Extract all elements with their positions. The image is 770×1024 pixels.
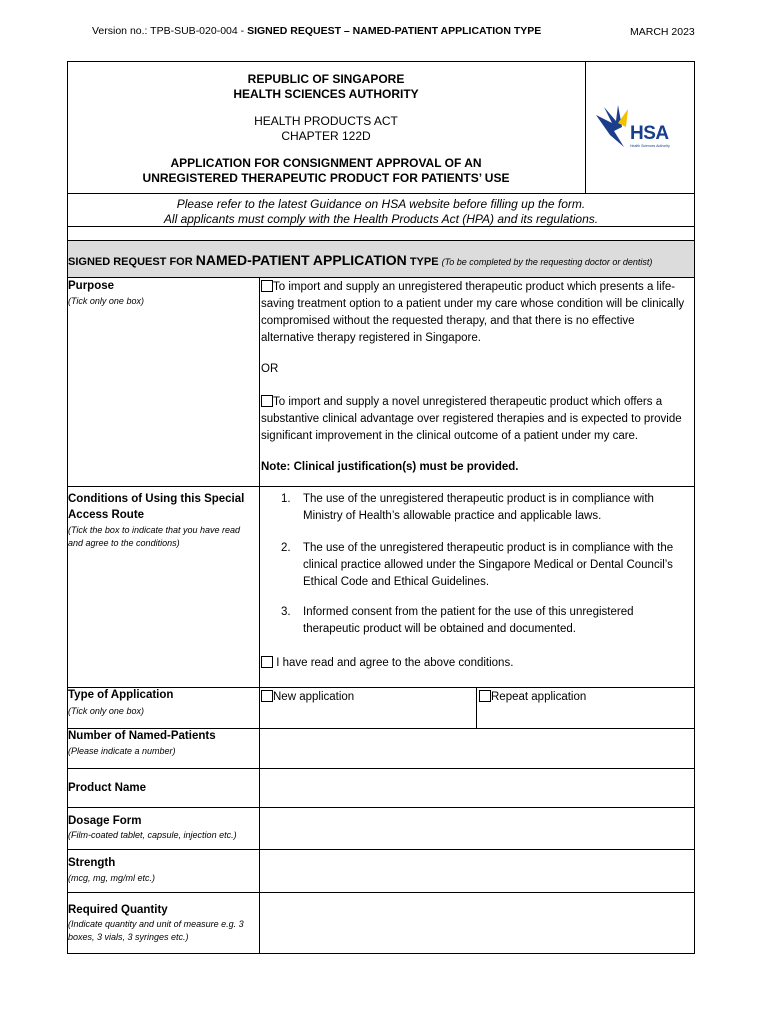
new-application-label: New application (273, 691, 355, 703)
agree-row (261, 655, 513, 672)
divider (67, 892, 695, 893)
condition-text: clinical practice allowed under the Singapore Medical or Dental Council’s (303, 559, 673, 571)
conditions-label: Conditions of Using this Special (68, 493, 245, 505)
field-hint: boxes, 3 vials, 3 syringes etc.) (68, 932, 189, 942)
logo-wordmark: HSA (630, 123, 669, 144)
field-hint: (Please indicate a number) (68, 746, 176, 756)
field-label-product-name: Product Name (68, 782, 146, 794)
condition-text: The use of the unregistered therapeutic product is in compliance with the (303, 542, 674, 554)
divider (67, 807, 695, 808)
chapter-heading: CHAPTER 122D (281, 129, 371, 143)
type-hint: (Tick only one box) (68, 706, 144, 716)
condition-item (303, 540, 693, 591)
version-number: Version no.: TPB-SUB-020-004 - (92, 25, 248, 37)
purpose-option1-text: saving treatment option to a patient under my care whose condition will be clinically (261, 298, 685, 310)
agree-text: I have read and agree to the above conditions. (276, 657, 514, 669)
purpose-option1-text: To import and supply an unregistered therapeutic product which presents a life- (273, 281, 676, 293)
repeat-application-checkbox[interactable] (479, 690, 491, 702)
divider (67, 768, 695, 769)
repeat-application-label: Repeat application (491, 691, 587, 703)
purpose-option1 (261, 279, 695, 347)
version-line (92, 25, 541, 37)
notice-line2: All applicants must comply with the Health Products Act (HPA) and its regulations. (163, 212, 599, 226)
divider (476, 687, 477, 728)
purpose-hint: (Tick only one box) (68, 296, 144, 306)
section-title-part: SIGNED REQUEST FOR (68, 256, 196, 268)
divider (67, 849, 695, 850)
condition-number: 1. (281, 493, 291, 505)
purpose-option2-checkbox[interactable] (261, 395, 273, 407)
divider (67, 193, 695, 194)
dosage-form-input[interactable] (261, 809, 693, 848)
strength-input[interactable] (261, 851, 693, 891)
divider (585, 61, 586, 193)
agree-checkbox[interactable] (261, 656, 273, 668)
logo-subtext: Health Sciences Authority (630, 144, 670, 148)
field-hint: (Film-coated tablet, capsule, injection etc.) (68, 830, 237, 840)
divider (67, 687, 695, 688)
divider (67, 486, 695, 487)
country-heading: REPUBLIC OF SINGAPORE (247, 72, 405, 86)
purpose-option2-text: substantive clinical advantage over registered therapies and is expected to provide (261, 413, 682, 425)
purpose-label: Purpose (68, 280, 115, 292)
condition-number: 3. (281, 606, 291, 618)
section-title-part: TYPE (406, 256, 442, 268)
required-quantity-input[interactable] (261, 894, 693, 953)
divider (67, 226, 695, 227)
type-new-option[interactable] (261, 689, 354, 706)
new-application-checkbox[interactable] (261, 690, 273, 702)
hsa-logo (594, 101, 686, 153)
purpose-option2 (261, 394, 695, 445)
section-title (68, 252, 652, 270)
version-title: SIGNED REQUEST – NAMED-PATIENT APPLICATION TYPE (247, 25, 542, 37)
conditions-label: Access Route (68, 509, 145, 521)
purpose-option2-text: significant improvement in the clinical outcome of a patient under my care. (261, 430, 639, 442)
field-hint: (mcg, mg, mg/ml etc.) (68, 873, 156, 883)
version-date: MARCH 2023 (630, 26, 695, 38)
purpose-option1-checkbox[interactable] (261, 280, 273, 292)
section-title-emphasis: NAMED-PATIENT APPLICATION (195, 252, 407, 268)
conditions-hint: and agree to the conditions) (68, 538, 180, 548)
authority-heading: HEALTH SCIENCES AUTHORITY (233, 87, 419, 101)
condition-item (303, 604, 693, 638)
field-label-required-quantity: Required Quantity (68, 904, 168, 916)
condition-text: The use of the unregistered therapeutic product is in compliance with (303, 493, 654, 505)
act-heading: HEALTH PRODUCTS ACT (254, 114, 398, 128)
condition-number: 2. (281, 542, 291, 554)
divider (67, 277, 695, 278)
condition-text: Ministry of Health’s allowable practice and applicable laws. (303, 510, 602, 522)
purpose-option1-text: alternative therapy registered in Singapore. (261, 332, 481, 344)
conditions-hint: (Tick the box to indicate that you have read (68, 525, 241, 535)
condition-item (303, 491, 693, 525)
type-label: Type of Application (68, 689, 174, 701)
divider (67, 728, 695, 729)
condition-text: Ethical Code and Ethical Guidelines. (303, 576, 490, 588)
condition-text: Informed consent from the patient for the use of this unregistered (303, 606, 634, 618)
notice-line1: Please refer to the latest Guidance on HSA website before filling up the form. (176, 197, 586, 211)
divider (259, 277, 260, 954)
form-title-line2: UNREGISTERED THERAPEUTIC PRODUCT FOR PATIENTS’ USE (142, 171, 510, 185)
field-label-number-of-patients: Number of Named-Patients (68, 730, 216, 742)
purpose-option2-text: To import and supply a novel unregistered therapeutic product which offers a (273, 396, 663, 408)
field-label-strength: Strength (68, 857, 116, 869)
purpose-option1-text: compromised without the requested therapy, and that there is no effective (261, 315, 635, 327)
product-name-input[interactable] (261, 770, 693, 806)
field-hint: (Indicate quantity and unit of measure e.g. 3 (68, 919, 244, 929)
purpose-or: OR (261, 363, 279, 375)
field-label-dosage-form: Dosage Form (68, 815, 142, 827)
number-of-patients-input[interactable] (261, 730, 693, 767)
type-repeat-option[interactable] (479, 689, 586, 706)
section-title-note: (To be completed by the requesting doctor or dentist) (441, 257, 653, 267)
purpose-note: Note: Clinical justification(s) must be provided. (261, 461, 519, 473)
form-title-line1: APPLICATION FOR CONSIGNMENT APPROVAL OF AN (170, 156, 482, 170)
condition-text: therapeutic product will be obtained and documented. (303, 623, 576, 635)
